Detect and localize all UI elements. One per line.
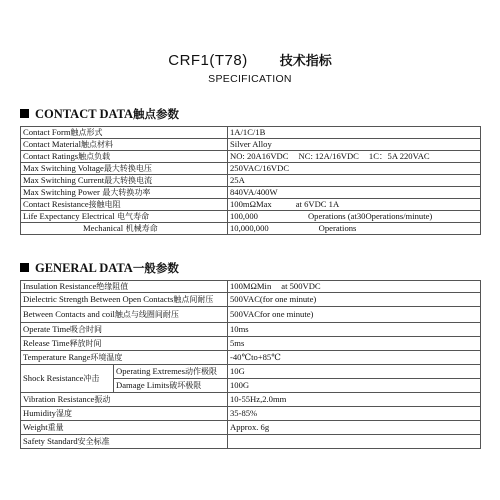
row-value: 250VAC/16VDC	[228, 163, 481, 175]
row-value: 100MΩMin at 500VDC	[228, 281, 481, 293]
table-row	[21, 163, 481, 175]
row-value: 10,000,000 Operations	[228, 223, 481, 235]
row-label: Operating Extremes动作极限	[114, 365, 228, 379]
shock-resistance-label: Shock Resistance冲击	[21, 365, 114, 393]
table-row	[21, 393, 481, 407]
row-label: Dielectric Strength Between Open Contacts触点间耐压	[21, 293, 228, 307]
row-label: Contact Form触点形式	[21, 127, 228, 139]
contact-data-table	[20, 126, 481, 235]
row-label: Max Switching Voltage最大转换电压	[21, 163, 228, 175]
row-label: Contact Ratings触点负载	[21, 151, 228, 163]
row-value: 100,000 Operations (at30Operations/minute)	[228, 211, 481, 223]
contact-data-heading: CONTACT DATA触点参数	[20, 106, 179, 122]
row-value: 10G	[228, 365, 481, 379]
row-value: Approx. 6g	[228, 421, 481, 435]
table-row	[21, 151, 481, 163]
table-row	[21, 199, 481, 211]
specification-label: SPECIFICATION	[208, 73, 292, 85]
table-row	[21, 293, 481, 307]
row-label: Weight重量	[21, 421, 228, 435]
document-title	[0, 50, 500, 70]
table-row	[21, 421, 481, 435]
table-row	[21, 435, 481, 449]
table-row	[21, 187, 481, 199]
model-name: CRF1(T78)	[168, 52, 248, 69]
table-row	[21, 407, 481, 421]
row-label: Max Switching Power 最大转换功率	[21, 187, 228, 199]
square-bullet-icon	[20, 263, 29, 272]
row-label: Max Switching Current最大转换电流	[21, 175, 228, 187]
row-value: -40℃to+85℃	[228, 351, 481, 365]
table-row	[21, 351, 481, 365]
row-label: Safety Standard安全标准	[21, 435, 228, 449]
table-row	[21, 323, 481, 337]
row-label: Release Time释放时间	[21, 337, 228, 351]
row-value: 35-85%	[228, 407, 481, 421]
general-data-table	[20, 280, 481, 449]
row-label: Contact Resistance接触电阻	[21, 199, 228, 211]
row-value: 10-55Hz,2.0mm	[228, 393, 481, 407]
row-value: 1A/1C/1B	[228, 127, 481, 139]
row-value: 5ms	[228, 337, 481, 351]
square-bullet-icon	[20, 109, 29, 118]
table-row	[21, 337, 481, 351]
table-row	[21, 139, 481, 151]
row-label: Mechanical 机械寿命	[21, 223, 228, 235]
table-row	[21, 127, 481, 139]
table-row	[21, 175, 481, 187]
table-row	[21, 211, 481, 223]
row-value: 10ms	[228, 323, 481, 337]
table-row	[21, 223, 481, 235]
table-row	[21, 281, 481, 293]
row-label: Damage Limits破坏极限	[114, 379, 228, 393]
row-label: Insulation Resistance绝缘阻值	[21, 281, 228, 293]
title-chinese: 技术指标	[279, 54, 332, 69]
row-value: 100mΩMax at 6VDC 1A	[228, 199, 481, 211]
row-value: 500VAC(for one minute)	[228, 293, 481, 307]
row-label: Vibration Resistance振动	[21, 393, 228, 407]
row-value: 500VACfor one minute)	[228, 307, 481, 323]
row-value: Silver Alloy	[228, 139, 481, 151]
general-data-heading: GENERAL DATA一般参数	[20, 260, 179, 276]
row-label: Contact Material触点材料	[21, 139, 228, 151]
row-value: 840VA/400W	[228, 187, 481, 199]
row-value: 100G	[228, 379, 481, 393]
row-label: Humidity湿度	[21, 407, 228, 421]
table-row	[21, 307, 481, 323]
row-value	[228, 435, 481, 449]
row-label: Life Expectancy Electrical 电气寿命	[21, 211, 228, 223]
row-value: 25A	[228, 175, 481, 187]
table-row	[21, 365, 481, 379]
row-label: Between Contacts and coil触点与线圈间耐压	[21, 307, 228, 323]
row-value: NO: 20A16VDC NC: 12A/16VDC 1C：5A 220VAC	[228, 151, 481, 163]
row-label: Operate Time吸合时间	[21, 323, 228, 337]
row-label: Temperature Range环境温度	[21, 351, 228, 365]
